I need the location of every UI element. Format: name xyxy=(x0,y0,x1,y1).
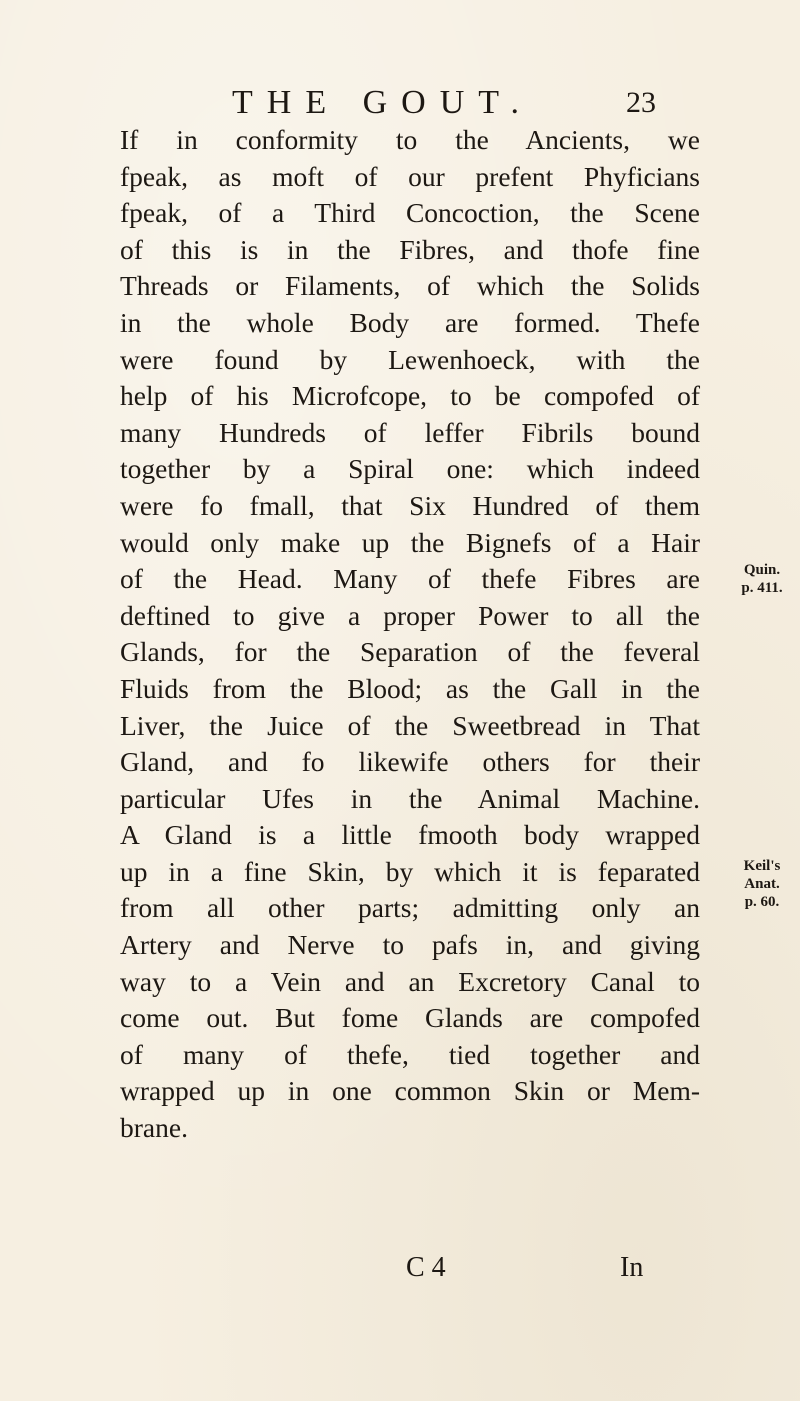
margin-note-page: p. 60. xyxy=(744,894,780,910)
text-line: Glands, for the Separation of the feveral xyxy=(120,636,700,668)
text-line: come out. But fome Glands are compofed xyxy=(120,1002,700,1034)
text-line: particular Ufes in the Animal Machine. xyxy=(120,782,700,814)
text-line: way to a Vein and an Excretory Canal to xyxy=(120,965,700,997)
text-line: fpeak, of a Third Concoction, the Scene xyxy=(120,197,700,229)
body-text xyxy=(120,122,700,1147)
margin-note-quincy xyxy=(732,561,792,597)
text-line: of many of thefe, tied together and xyxy=(120,1038,700,1070)
text-line: deftined to give a proper Power to all the xyxy=(120,599,700,631)
margin-note-page: p. 411. xyxy=(741,580,783,596)
text-line: many Hundreds of leffer Fibrils bound xyxy=(120,416,700,448)
text-line: together by a Spiral one: which indeed xyxy=(120,453,700,485)
text-line: help of his Microfcope, to be compofed of xyxy=(120,380,700,412)
running-head: THE GOUT. xyxy=(232,84,533,121)
text-line: Fluids from the Blood; as the Gall in the xyxy=(120,672,700,704)
text-line: wrapped up in one common Skin or Mem- xyxy=(120,1075,700,1107)
text-line: Artery and Nerve to pafs in, and giving xyxy=(120,929,700,961)
text-line: Gland, and fo likewife others for their xyxy=(120,746,700,778)
text-line: If in conformity to the Ancients, we xyxy=(120,124,700,155)
text-line: fpeak, as moft of our prefent Phyficians xyxy=(120,160,700,192)
margin-note-author: Keil's xyxy=(743,858,781,874)
text-line: from all other parts; admitting only an xyxy=(120,892,700,924)
text-line: were found by Lewenhoeck, with the xyxy=(120,343,700,375)
text-line: were fo fmall, that Six Hundred of them xyxy=(120,489,700,521)
text-line: A Gland is a little fmooth body wrapped xyxy=(120,819,700,851)
text-line: Threads or Filaments, of which the Solids xyxy=(120,270,700,302)
signature-mark: C 4 xyxy=(406,1252,446,1283)
margin-note-author: Quin. xyxy=(743,562,781,578)
margin-note-keil xyxy=(732,857,792,911)
text-line: brane. xyxy=(120,1112,188,1144)
margin-note-work: Anat. xyxy=(744,876,780,892)
catchword: In xyxy=(620,1252,644,1283)
text-line: would only make up the Bignefs of a Hair xyxy=(120,526,700,558)
text-line: in the whole Body are formed. Thefe xyxy=(120,306,700,338)
text-line: up in a fine Skin, by which it is feparated xyxy=(120,855,700,887)
text-line: of the Head. Many of thefe Fibres are xyxy=(120,563,700,595)
text-line: of this is in the Fibres, and thofe fine xyxy=(120,233,700,265)
text-line: Liver, the Juice of the Sweetbread in That xyxy=(120,709,700,741)
page-number: 23 xyxy=(626,86,656,119)
